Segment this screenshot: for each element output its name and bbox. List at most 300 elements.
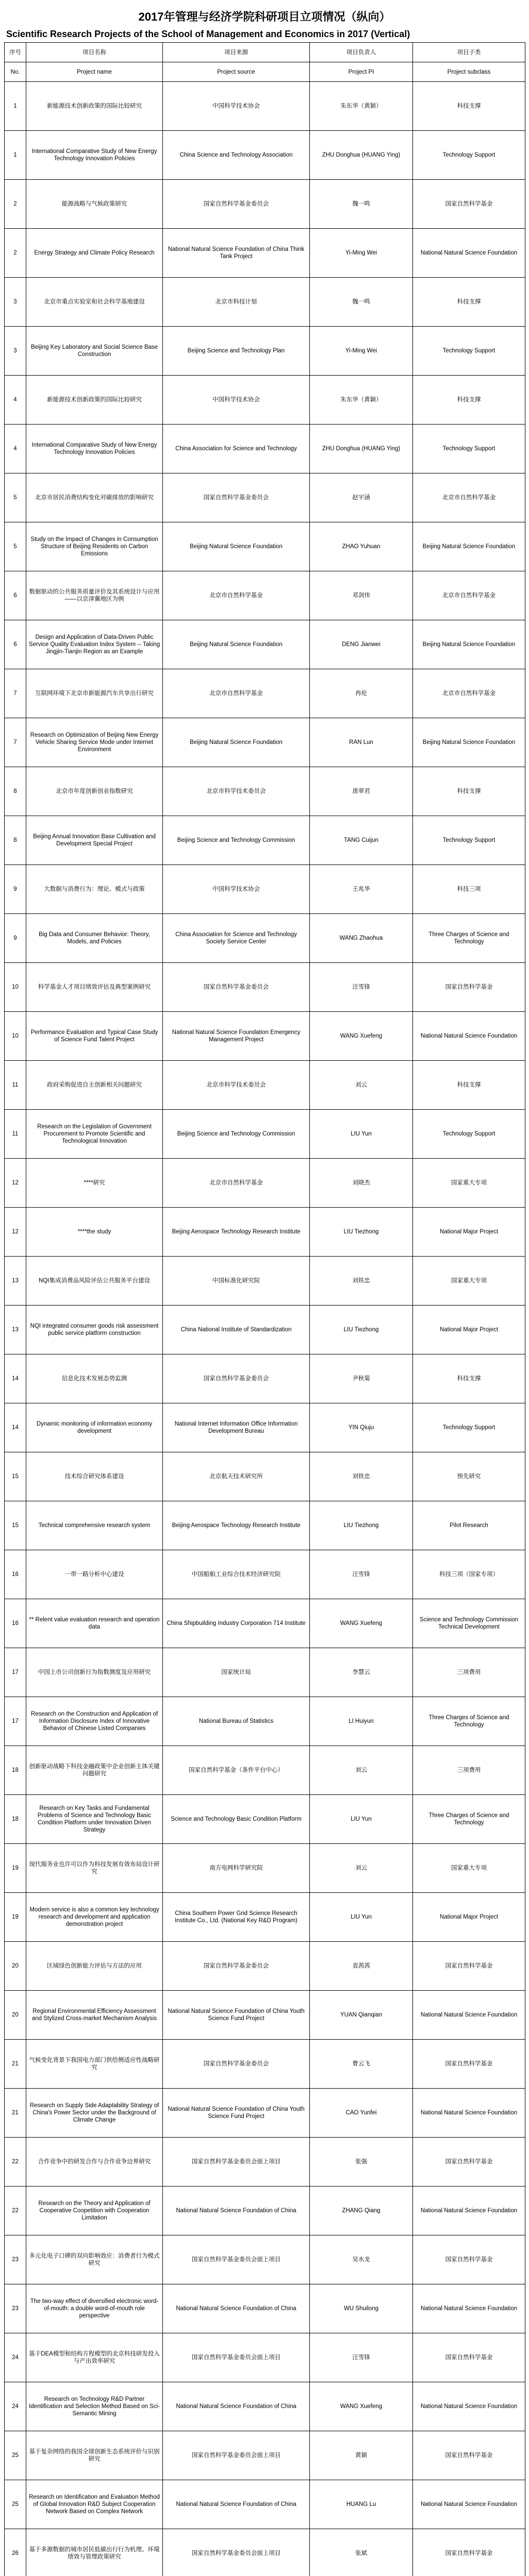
cell-project-subclass: 国家自然科学基金 [413, 180, 525, 229]
cell-project-pi: WANG Xuefeng [310, 2382, 413, 2431]
header-cell: Project PI [310, 62, 413, 82]
cell-project-subclass: National Natural Science Foundation [413, 2382, 525, 2431]
cell-project-subclass: National Natural Science Foundation [413, 229, 525, 278]
cell-no: 17 [5, 1697, 26, 1746]
cell-project-name: NQI集成消费品风险评估公共服务平台建设 [26, 1257, 163, 1306]
cell-project-name: ****the study [26, 1208, 163, 1257]
table-body [5, 82, 525, 2576]
cell-no: 14 [5, 1403, 26, 1452]
cell-project-pi: DENG Jianwei [310, 620, 413, 669]
cell-no: 14 [5, 1354, 26, 1403]
cell-project-source: 国家自然科学基金委员会面上项目 [163, 2333, 310, 2382]
table-row [5, 425, 525, 473]
cell-project-subclass: Beijing Natural Science Foundation [413, 718, 525, 767]
cell-project-subclass: Science and Technology Commission Technical Development [413, 1599, 525, 1648]
cell-project-subclass: 科技支撑 [413, 1354, 525, 1403]
cell-project-source: National Natural Science Foundation of China [163, 2187, 310, 2235]
cell-project-source: 南方电网科学研究院 [163, 1844, 310, 1893]
cell-no: 16 [5, 1599, 26, 1648]
cell-no: 9 [5, 914, 26, 963]
cell-no: 17 [5, 1648, 26, 1697]
cell-project-name: Performance Evaluation and Typical Case Study of Science Fund Talent Project [26, 1012, 163, 1061]
cell-project-name: 数据驱动的公共服务质量评价及其系统设计与应用——以京津冀地区为例 [26, 571, 163, 620]
cell-project-name: Research on Identification and Evaluation Method of Global Innovation R&D Subject Cooperation Network Based on Complex Network [26, 2480, 163, 2529]
cell-project-name: Big Data and Consumer Behavior: Theory, Models, and Policies [26, 914, 163, 963]
cell-project-source: China Shipbuilding Industry Corporation 714 Institute [163, 1599, 310, 1648]
cell-project-pi: 唐翠君 [310, 767, 413, 816]
cell-project-subclass: 国家自然科学基金 [413, 2529, 525, 2576]
cell-project-pi: 朱东华（黄颖） [310, 376, 413, 425]
header-cell: Project subclass [413, 62, 525, 82]
cell-project-pi: ZHU Donghua (HUANG Ying) [310, 131, 413, 180]
cell-project-source: China Association for Science and Technology Society Service Center [163, 914, 310, 963]
header-cell: No. [5, 62, 26, 82]
cell-project-source: 北京市科技计划 [163, 278, 310, 327]
table-row [5, 1012, 525, 1061]
table-row [5, 2480, 525, 2529]
cell-project-name: 基于复杂网络的我国全球创新生态系统评价与识别研究 [26, 2431, 163, 2480]
cell-project-name: 互联网环境下北京市新能源汽车共享出行研究 [26, 669, 163, 718]
table-row [5, 963, 525, 1012]
table-row [5, 718, 525, 767]
cell-project-pi: 吴水龙 [310, 2235, 413, 2284]
cell-project-name: Beijing Key Laboratory and Social Science Base Construction [26, 327, 163, 376]
table-row [5, 1991, 525, 2040]
header-cell: 项目来源 [163, 43, 310, 62]
cell-no: 24 [5, 2382, 26, 2431]
cell-project-source: National Natural Science Foundation of China [163, 2480, 310, 2529]
cell-project-source: 中国科学技术协会 [163, 82, 310, 131]
cell-project-pi: 尹秋菊 [310, 1354, 413, 1403]
cell-project-pi: 王兆华 [310, 865, 413, 914]
cell-project-source: 中国科学技术协会 [163, 865, 310, 914]
table-row [5, 669, 525, 718]
cell-project-source: China National Institute of Standardization [163, 1306, 310, 1354]
cell-project-subclass: National Natural Science Foundation [413, 2284, 525, 2333]
cell-project-pi: 朱东华（黄颖） [310, 82, 413, 131]
cell-project-subclass: National Major Project [413, 1208, 525, 1257]
cell-no: 13 [5, 1257, 26, 1306]
table-row [5, 1599, 525, 1648]
cell-project-source: 中国标准化研究院 [163, 1257, 310, 1306]
cell-project-name: 信息化技术发展态势监测 [26, 1354, 163, 1403]
cell-no: 7 [5, 718, 26, 767]
cell-project-name: 大数据与消费行为：理论、模式与政策 [26, 865, 163, 914]
table-row [5, 767, 525, 816]
document-title-zh: 2017年管理与经济学院科研项目立项情况（纵向） [138, 10, 391, 23]
cell-project-subclass: Three Charges of Science and Technology [413, 1697, 525, 1746]
cell-project-pi: YUAN Qianqian [310, 1991, 413, 2040]
table-row [5, 522, 525, 571]
cell-project-name: 基于DEA模型和结构方程模型的北京科技研发投入与产出效率研究 [26, 2333, 163, 2382]
table-row [5, 2089, 525, 2138]
table-row [5, 327, 525, 376]
cell-project-pi: 袁茜茜 [310, 1942, 413, 1991]
cell-project-pi: 张强 [310, 2138, 413, 2187]
cell-no: 5 [5, 522, 26, 571]
cell-no: 1 [5, 82, 26, 131]
table-row [5, 1354, 525, 1403]
cell-project-subclass: 科技支撑 [413, 767, 525, 816]
cell-project-pi: 汪雪锋 [310, 963, 413, 1012]
cell-no: 25 [5, 2431, 26, 2480]
cell-project-pi: LIU Tiezhong [310, 1306, 413, 1354]
cell-project-name: 区域绿色创新能力评估与方法的应用 [26, 1942, 163, 1991]
cell-no: 12 [5, 1208, 26, 1257]
cell-no: 19 [5, 1844, 26, 1893]
table-row [5, 1452, 525, 1501]
table-row [5, 1061, 525, 1110]
cell-project-subclass: Pilot Research [413, 1501, 525, 1550]
cell-project-source: National Natural Science Foundation of China Youth Science Fund Project [163, 2089, 310, 2138]
cell-project-name: Energy Strategy and Climate Policy Research [26, 229, 163, 278]
cell-project-subclass: 国家重大专项 [413, 1257, 525, 1306]
cell-project-subclass: 三项费用 [413, 1746, 525, 1795]
table-row [5, 2138, 525, 2187]
cell-project-name: 现代服务业也许可以作为科技发展有效布局设计研究 [26, 1844, 163, 1893]
cell-project-source: National Natural Science Foundation of China Youth Science Fund Project [163, 1991, 310, 2040]
table-row [5, 2235, 525, 2284]
cell-no: 2 [5, 229, 26, 278]
cell-project-name: 能源战略与气候政策研究 [26, 180, 163, 229]
cell-no: 20 [5, 1991, 26, 2040]
cell-project-subclass: National Major Project [413, 1893, 525, 1942]
table-row [5, 914, 525, 963]
cell-project-pi: LIU Yun [310, 1893, 413, 1942]
cell-project-name: 北京市居民消费结构变化对碳排放的影响研究 [26, 473, 163, 522]
cell-no: 12 [5, 1159, 26, 1208]
table-row [5, 229, 525, 278]
cell-project-name: 基于多源数据的城市居民低碳出行行为机理、环境绩效与管理政策研究 [26, 2529, 163, 2576]
cell-project-source: Science and Technology Basic Condition Platform [163, 1795, 310, 1844]
cell-project-pi: 魏一鸣 [310, 180, 413, 229]
cell-project-name: Technical comprehensive research system [26, 1501, 163, 1550]
cell-project-subclass: 科技支撑 [413, 278, 525, 327]
cell-project-name: Beijing Annual Innovation Base Cultivation and Development Special Project [26, 816, 163, 865]
cell-project-name: The two-way effect of diversified electronic word-of-mouth: a double word-of-mouth role perspective [26, 2284, 163, 2333]
cell-no: 7 [5, 669, 26, 718]
cell-project-pi: HUANG Lu [310, 2480, 413, 2529]
cell-project-pi: 邓剑伟 [310, 571, 413, 620]
cell-project-subclass: Technology Support [413, 1403, 525, 1452]
table-row [5, 2382, 525, 2431]
cell-project-source: 国家自然科学基金委员会面上项目 [163, 2235, 310, 2284]
cell-project-name: 中国上市公司创新行为指数测度及应用研究 [26, 1648, 163, 1697]
table-row [5, 2284, 525, 2333]
table-row [5, 1746, 525, 1795]
cell-project-pi: LIU Yun [310, 1795, 413, 1844]
cell-project-pi: 汪雪锋 [310, 1550, 413, 1599]
cell-project-subclass: 北京市自然科学基金 [413, 669, 525, 718]
cell-project-source: 国家自然科学基金委员会面上项目 [163, 2529, 310, 2576]
cell-project-subclass: 国家自然科学基金 [413, 2431, 525, 2480]
table-row [5, 1403, 525, 1452]
cell-project-subclass: Beijing Natural Science Foundation [413, 522, 525, 571]
cell-project-subclass: 预先研究 [413, 1452, 525, 1501]
cell-project-name: 创新驱动战略下科技金融政策中企业创新主体关键问题研究 [26, 1746, 163, 1795]
cell-no: 8 [5, 816, 26, 865]
cell-project-subclass: National Natural Science Foundation [413, 2480, 525, 2529]
cell-no: 11 [5, 1061, 26, 1110]
cell-project-name: 合作竞争中的研发合作与合作竞争边界研究 [26, 2138, 163, 2187]
header-row-zh [5, 43, 525, 62]
cell-project-pi: LIU Yun [310, 1110, 413, 1159]
cell-no: 22 [5, 2138, 26, 2187]
cell-project-name: Research on the Legislation of Government Procurement to Promote Scientific and Technological Innovation [26, 1110, 163, 1159]
cell-project-pi: WANG Zhaohua [310, 914, 413, 963]
cell-project-source: China Science and Technology Association [163, 131, 310, 180]
cell-no: 13 [5, 1306, 26, 1354]
cell-project-name: 技术综合研究体系建设 [26, 1452, 163, 1501]
table-row [5, 1257, 525, 1306]
cell-project-subclass: National Natural Science Foundation [413, 1012, 525, 1061]
cell-project-pi: WANG Xuefeng [310, 1012, 413, 1061]
cell-project-subclass: 三项费用 [413, 1648, 525, 1697]
cell-project-name: International Comparative Study of New Energy Technology Innovation Policies [26, 131, 163, 180]
cell-project-source: National Natural Science Foundation of China Think Tank Project [163, 229, 310, 278]
cell-project-subclass: 北京市自然科学基金 [413, 473, 525, 522]
header-cell: 项目名称 [26, 43, 163, 62]
table-row [5, 1893, 525, 1942]
cell-project-name: Modern service is also a common key technology research and development and application demonstration project [26, 1893, 163, 1942]
table-row [5, 865, 525, 914]
cell-project-source: National Natural Science Foundation Emergency Management Project [163, 1012, 310, 1061]
cell-no: 23 [5, 2284, 26, 2333]
cell-project-source: 北京市科学技术委员会 [163, 1061, 310, 1110]
cell-project-subclass: Three Charges of Science and Technology [413, 1795, 525, 1844]
header-row-en [5, 62, 525, 82]
cell-project-source: 北京市自然科学基金 [163, 571, 310, 620]
cell-project-subclass: 国家自然科学基金 [413, 2138, 525, 2187]
cell-project-pi: CAO Yunfei [310, 2089, 413, 2138]
cell-project-subclass: 北京市自然科学基金 [413, 571, 525, 620]
cell-project-pi: LI Huiyun [310, 1697, 413, 1746]
cell-project-pi: 汪雪锋 [310, 2333, 413, 2382]
cell-no: 1 [5, 131, 26, 180]
table-row [5, 82, 525, 131]
cell-project-name: 气候变化背景下我国电力部门供给侧适应性战略研究 [26, 2040, 163, 2089]
cell-project-name: 北京市重点实验室和社会科学基地建设 [26, 278, 163, 327]
table-row [5, 2529, 525, 2576]
cell-project-source: 北京市科学技术委员会 [163, 767, 310, 816]
cell-project-source: Beijing Science and Technology Commission [163, 1110, 310, 1159]
cell-project-source: 国家自然科学基金委员会面上项目 [163, 2138, 310, 2187]
cell-no: 21 [5, 2089, 26, 2138]
cell-no: 26 [5, 2529, 26, 2576]
cell-no: 15 [5, 1501, 26, 1550]
cell-project-pi: 魏一鸣 [310, 278, 413, 327]
cell-project-source: 国家自然科学基金（条件平台中心） [163, 1746, 310, 1795]
cell-project-pi: 刘云 [310, 1844, 413, 1893]
cell-no: 4 [5, 425, 26, 473]
cell-project-source: 国家统计局 [163, 1648, 310, 1697]
cell-no: 5 [5, 473, 26, 522]
table-row [5, 376, 525, 425]
table-row [5, 2040, 525, 2089]
cell-project-source: National Bureau of Statistics [163, 1697, 310, 1746]
cell-project-source: China Association for Science and Technology [163, 425, 310, 473]
table-row [5, 1648, 525, 1697]
table-row [5, 278, 525, 327]
cell-project-source: 国家自然科学基金委员会 [163, 963, 310, 1012]
cell-no: 22 [5, 2187, 26, 2235]
cell-project-source: China Southern Power Grid Science Research Institute Co., Ltd. (National Key R&D Program) [163, 1893, 310, 1942]
cell-project-pi: ZHU Donghua (HUANG Ying) [310, 425, 413, 473]
table-row [5, 473, 525, 522]
cell-project-subclass: Three Charges of Science and Technology [413, 914, 525, 963]
cell-project-subclass: National Natural Science Foundation [413, 2187, 525, 2235]
cell-project-pi: 刘云 [310, 1746, 413, 1795]
cell-project-name: 科学基金人才项目绩效评估及典型案例研究 [26, 963, 163, 1012]
cell-project-pi: LIU Tiezhong [310, 1208, 413, 1257]
table-row [5, 1697, 525, 1746]
cell-project-name: Dynamic monitoring of information economy development [26, 1403, 163, 1452]
projects-table [4, 42, 525, 2576]
cell-no: 25 [5, 2480, 26, 2529]
table-row [5, 1550, 525, 1599]
cell-no: 24 [5, 2333, 26, 2382]
cell-no: 6 [5, 620, 26, 669]
header-cell: 序号 [5, 43, 26, 62]
cell-project-subclass: Technology Support [413, 1110, 525, 1159]
cell-project-name: Research on Supply Side Adaptability Strategy of China's Power Sector under the Background of Climate Change [26, 2089, 163, 2138]
cell-no: 18 [5, 1746, 26, 1795]
cell-no: 16 [5, 1550, 26, 1599]
table-row [5, 1844, 525, 1893]
cell-project-source: 北京市自然科学基金 [163, 669, 310, 718]
header-cell: 项目负责人 [310, 43, 413, 62]
cell-project-subclass: 科技支撑 [413, 1061, 525, 1110]
cell-project-source: Beijing Aerospace Technology Research Institute [163, 1501, 310, 1550]
cell-project-pi: ZHANG Qiang [310, 2187, 413, 2235]
cell-project-source: Beijing Science and Technology Plan [163, 327, 310, 376]
document-title-en: Scientific Research Projects of the School of Management and Economics in 2017 (Vertical) [6, 29, 410, 39]
cell-project-name: 政府采购促进自主创新相关问题研究 [26, 1061, 163, 1110]
cell-project-pi: 张斌 [310, 2529, 413, 2576]
cell-project-pi: Yi-Ming Wei [310, 229, 413, 278]
cell-project-pi: LIU Tiezhong [310, 1501, 413, 1550]
cell-project-name: Research on the Construction and Application of Information Disclosure Index of Innovative Behavior of Chinese Listed Companies [26, 1697, 163, 1746]
cell-project-subclass: 科技三项 [413, 865, 525, 914]
cell-project-source: 国家自然科学基金委员会 [163, 180, 310, 229]
cell-no: 10 [5, 963, 26, 1012]
cell-project-source: 中国船舶工业综合技术经济研究院 [163, 1550, 310, 1599]
cell-project-subclass: 国家自然科学基金 [413, 2235, 525, 2284]
cell-project-name: Regional Environmental Efficiency Assessment and Stylized Cross-market Mechanism Analysis [26, 1991, 163, 2040]
cell-no: 9 [5, 865, 26, 914]
cell-project-pi: 冉伦 [310, 669, 413, 718]
cell-project-name: Research on Optimization of Beijing New Energy Vehicle Sharing Service Mode under Internet Environment [26, 718, 163, 767]
cell-no: 4 [5, 376, 26, 425]
cell-project-pi: 刘云 [310, 1061, 413, 1110]
cell-project-source: Beijing Natural Science Foundation [163, 718, 310, 767]
cell-project-subclass: 科技支撑 [413, 376, 525, 425]
cell-project-pi: YIN Qiuju [310, 1403, 413, 1452]
cell-project-subclass: Technology Support [413, 425, 525, 473]
cell-project-subclass: 国家重大专项 [413, 1159, 525, 1208]
cell-project-subclass: Technology Support [413, 327, 525, 376]
cell-no: 11 [5, 1110, 26, 1159]
cell-project-subclass: Technology Support [413, 131, 525, 180]
cell-project-source: 北京航天技术研究所 [163, 1452, 310, 1501]
cell-project-source: 国家自然科学基金委员会 [163, 2040, 310, 2089]
cell-project-subclass: National Major Project [413, 1306, 525, 1354]
cell-project-subclass: Beijing Natural Science Foundation [413, 620, 525, 669]
cell-no: 3 [5, 278, 26, 327]
cell-project-source: 国家自然科学基金委员会面上项目 [163, 2431, 310, 2480]
table-row [5, 816, 525, 865]
cell-project-source: National Natural Science Foundation of China [163, 2382, 310, 2431]
cell-project-subclass: Technology Support [413, 816, 525, 865]
cell-project-name: Study on the Impact of Changes in Consumption Structure of Beijing Residents on Carbon Emissions [26, 522, 163, 571]
cell-project-source: 北京市自然科学基金 [163, 1159, 310, 1208]
cell-project-pi: TANG Cuijun [310, 816, 413, 865]
header-cell: Project source [163, 62, 310, 82]
cell-no: 15 [5, 1452, 26, 1501]
cell-no: 10 [5, 1012, 26, 1061]
cell-project-subclass: 科技支撑 [413, 82, 525, 131]
cell-project-pi: WU Shuilong [310, 2284, 413, 2333]
cell-no: 6 [5, 571, 26, 620]
table-row [5, 2333, 525, 2382]
cell-project-name: 新能源技术创新政策的国际比较研究 [26, 82, 163, 131]
cell-project-source: Beijing Natural Science Foundation [163, 522, 310, 571]
cell-no: 8 [5, 767, 26, 816]
cell-project-source: Beijing Aerospace Technology Research Institute [163, 1208, 310, 1257]
cell-no: 21 [5, 2040, 26, 2089]
cell-project-name: Research on Technology R&D Partner Identification and Selection Method Based on Sci-Semantic Mining [26, 2382, 163, 2431]
cell-project-name: 新能源技术创新政策的国际比较研究 [26, 376, 163, 425]
cell-project-pi: 刘晓杰 [310, 1159, 413, 1208]
cell-no: 2 [5, 180, 26, 229]
table-row [5, 2187, 525, 2235]
cell-project-name: International Comparative Study of New Energy Technology Innovation Policies [26, 425, 163, 473]
cell-project-name: 一带一路分析中心建设 [26, 1550, 163, 1599]
table-row [5, 1795, 525, 1844]
table-row [5, 131, 525, 180]
cell-project-subclass: National Natural Science Foundation [413, 1991, 525, 2040]
cell-project-source: National Internet Information Office Information Development Bureau [163, 1403, 310, 1452]
cell-project-name: Research on the Theory and Application of Cooperative Coopetition with Cooperation Limitation [26, 2187, 163, 2235]
cell-project-subclass: 国家自然科学基金 [413, 1942, 525, 1991]
cell-project-subclass: 国家自然科学基金 [413, 2333, 525, 2382]
cell-project-pi: 李慧云 [310, 1648, 413, 1697]
table-row [5, 1208, 525, 1257]
cell-project-name: 多元化电子口碑的双向影响效应：消费者行为模式研究 [26, 2235, 163, 2284]
cell-project-name: 北京市年度创新创业指数研究 [26, 767, 163, 816]
table-row [5, 180, 525, 229]
cell-project-source: Beijing Natural Science Foundation [163, 620, 310, 669]
cell-no: 20 [5, 1942, 26, 1991]
cell-no: 19 [5, 1893, 26, 1942]
cell-project-pi: ZHAO Yuhuan [310, 522, 413, 571]
cell-project-pi: 刘铁忠 [310, 1257, 413, 1306]
cell-project-pi: 赵宇涵 [310, 473, 413, 522]
cell-project-pi: WANG Xuefeng [310, 1599, 413, 1648]
table-row [5, 1159, 525, 1208]
cell-project-pi: Yi-Ming Wei [310, 327, 413, 376]
cell-project-source: 中国科学技术协会 [163, 376, 310, 425]
cell-project-pi: 黄颖 [310, 2431, 413, 2480]
header-cell: Project name [26, 62, 163, 82]
cell-project-name: Research on Key Tasks and Fundamental Problems of Science and Technology Basic Condition Platform under Innovation Driven Strategy [26, 1795, 163, 1844]
cell-project-name: ** Relent value evaluation research and operation data [26, 1599, 163, 1648]
cell-project-subclass: 科技三项（国家专项） [413, 1550, 525, 1599]
cell-project-subclass: National Natural Science Foundation [413, 2089, 525, 2138]
cell-no: 23 [5, 2235, 26, 2284]
cell-project-name: Design and Application of Data-Driven Public Service Quality Evaluation Index System -- Taking Jingjin-Tianjin Region as an Example [26, 620, 163, 669]
cell-project-subclass: 国家自然科学基金 [413, 2040, 525, 2089]
